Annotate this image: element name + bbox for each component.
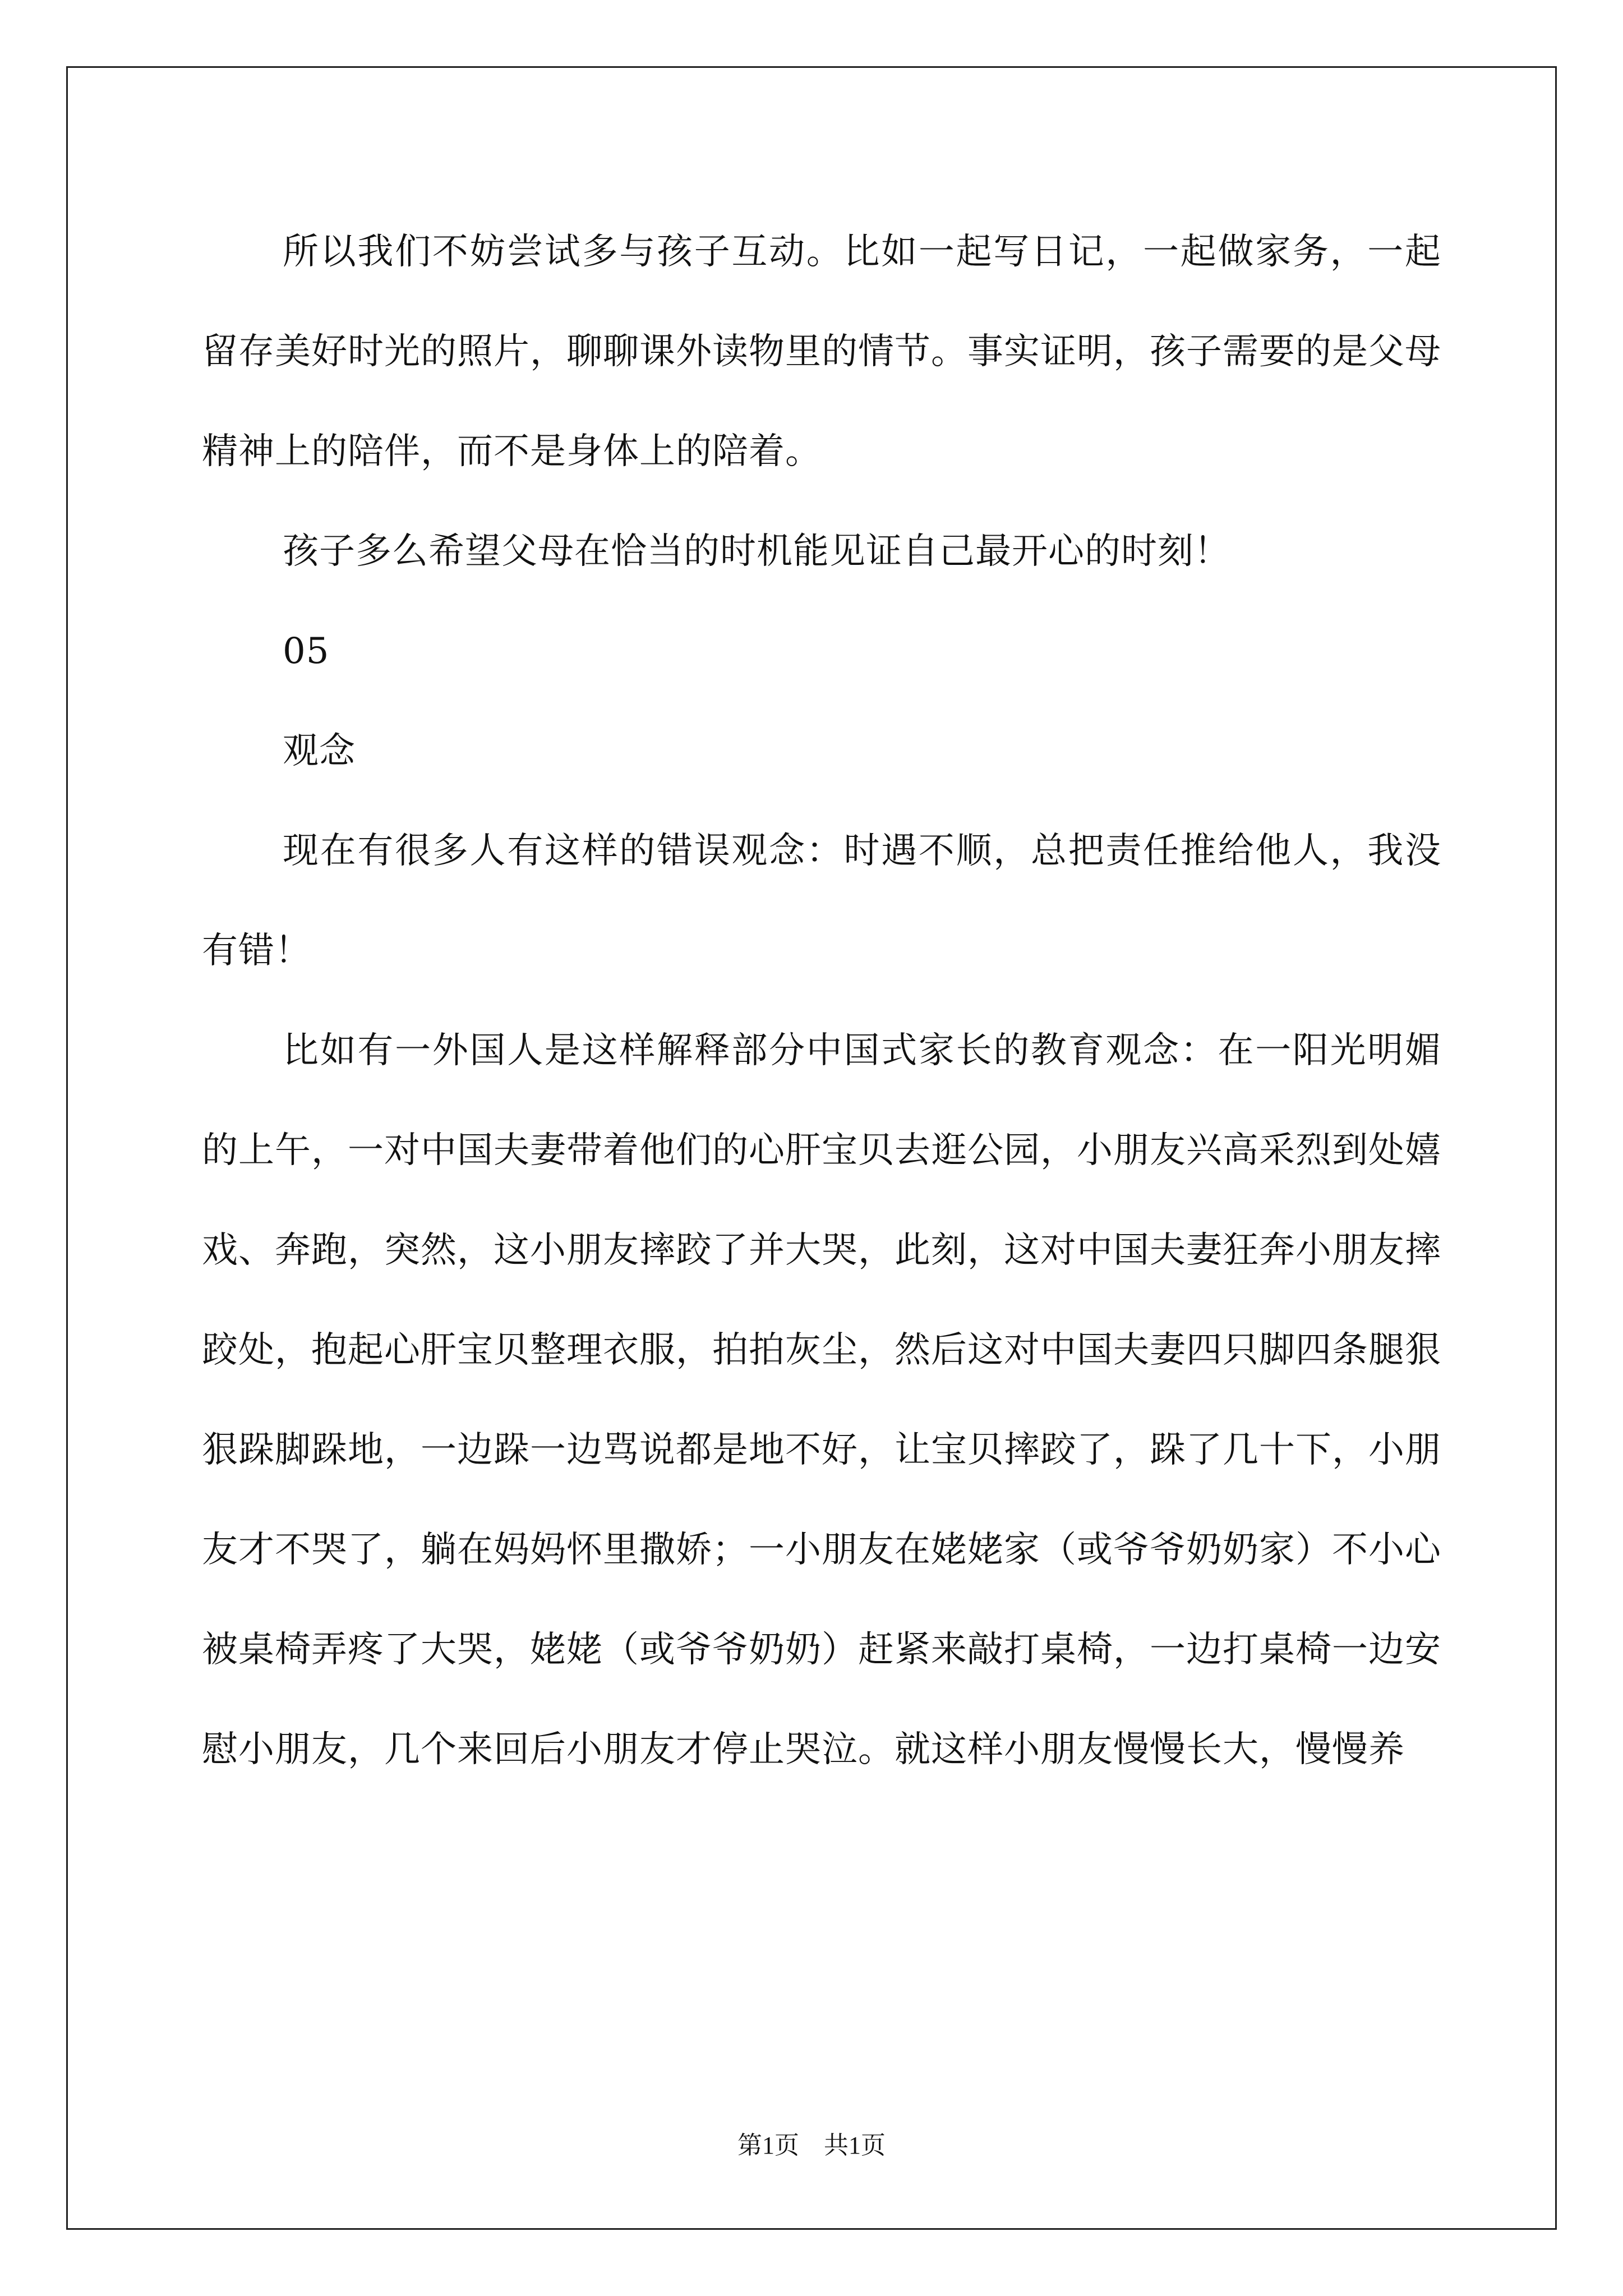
paragraph-hope: 孩子多么希望父母在恰当的时机能见证自己最开心的时刻！ (283, 531, 1230, 572)
section-heading: 观念 (283, 730, 356, 772)
paragraph-wrong-concept: 现在有很多人有这样的错误观念：时遇不顺，总把责任推给他人，我没有错！ (202, 830, 1441, 972)
paragraph-example: 比如有一外国人是这样解释部分中国式家长的教育观念：在一阳光明媚的上午，一对中国夫妻带着他们的心肝宝贝去逛公园，小朋友兴高采烈到处嬉戏、奔跑，突然，这小朋友摔跤了并大哭，此刻，这对中国夫妻狂奔小朋友摔跤处，抱起心肝宝贝整理衣服，拍拍灰尘，然后这对中国夫妻四只脚四条腿狠狠跺脚跺地，一边跺一边骂说都是地不好，让宝贝摔跤了，跺了几十下，小朋友才不哭了，躺在妈妈怀里撒娇；一小朋友在姥姥家（或爷爷奶奶家）不小心被桌椅弄疼了大哭，姥姥（或爷爷奶奶）赶紧来敲打桌椅，一边打桌椅一边安慰小朋友，几个来回后小朋友才停止哭泣。就这样小朋友慢慢长大，慢慢养 (202, 1030, 1441, 1770)
page-number: 第1页 (737, 2132, 799, 2159)
page-footer (0, 2129, 1623, 2162)
paragraph-interaction: 所以我们不妨尝试多与孩子互动。比如一起写日记，一起做家务，一起留存美好时光的照片，聊聊课外读物里的情节。事实证明，孩子需要的是父母精神上的陪伴，而不是身体上的陪着。 (202, 231, 1441, 472)
page-total: 共1页 (824, 2132, 886, 2159)
document-body (202, 202, 1441, 1800)
section-number: 05 (283, 631, 330, 672)
